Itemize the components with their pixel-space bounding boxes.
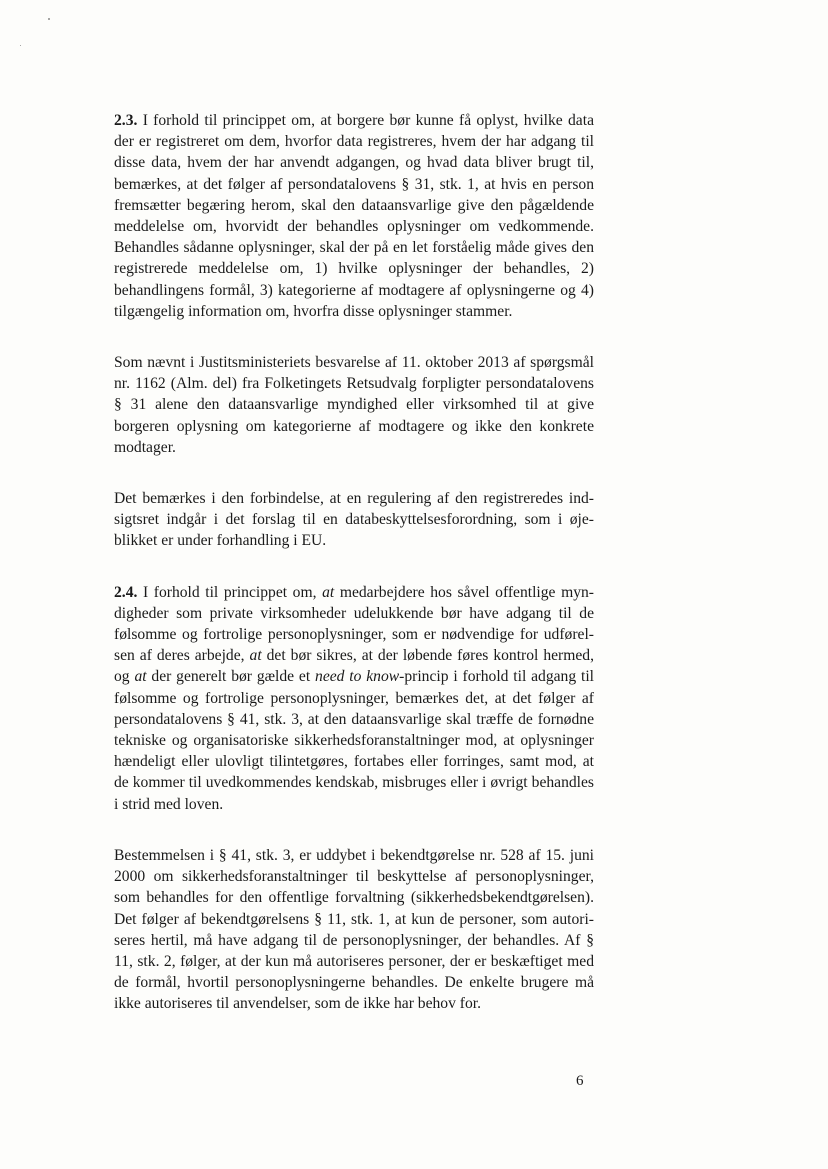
body-text (114, 110, 594, 1045)
paragraph-text: I forhold til princippet om, at borgere bør kunne få oplyst, hvilke data der er registreret om dem, hvorfor data registreres, hvem der har adgang til disse data, hvem der har anvendt adgangen, og hvad data bliver brugt til, bemærkes, at det følger af persondatalovens § 31, stk. 1, at hvis en person fremsætter begæring herom, skal den dataansvarlige give den pågældende meddelelse om, hvorvidt der behandles oplysninger om vedkommende. Behandles sådanne oplysninger, skal der på en let forståelig måde gives den registrerede meddelelse om, 1) hvilke oplysninger der behandles, 2) behandlingens formål, 3) kategorierne af modtagere af oplysningerne og 4) tilgængelig information om, hvorfra disse oplysninger stammer. (114, 112, 594, 320)
emphasis-need-to-know: need to know (315, 668, 400, 686)
section-number: 2.4. (114, 583, 138, 601)
paragraph-text: det bør sikres, at der løbende føres kontrol hermed, og (114, 647, 594, 686)
page-number: 6 (576, 1073, 584, 1089)
section-number: 2.3. (114, 112, 138, 129)
scan-speck (48, 18, 50, 20)
paragraph-text: der generelt bør gælde et (146, 668, 316, 686)
emphasis-at: at (322, 583, 335, 601)
paragraph-text: I forhold til princippet om, (137, 583, 323, 601)
emphasis-at: at (249, 647, 262, 665)
paragraph-eu-regulation: Det bemærkes i den forbindelse, at en regulering af den registreredes indsigtsret indgår i det forslag til en databeskyttelsesforordning, som i øjeblikket er under forhandling i EU. (114, 490, 594, 550)
paragraph-text: -princip i forhold til adgang til følsomme og fortrolige personoplysninger, bemærkes det, at det følger af persondatalovens § 41, stk. 3, at den dataansvarlige skal træffe de fornødne tekniske og organisatoriske sikkerhedsforanstaltninger mod, at oplysninger hændeligt eller ulovligt tilintetgøres, fortabes eller forringes, samt mod, at de kommer til uvedkommendes kendskab, misbruges eller i øvrigt behandles i strid med loven. (114, 668, 594, 813)
scan-speck (20, 45, 21, 46)
paragraph-2-3 (114, 110, 594, 322)
emphasis-at: at (134, 668, 147, 686)
paragraph-text: medarbejdere hos såvel offentlige myndigheder som private virksomheder udelukkende bør have adgang til de følsomme og fortrolige personoplysninger, som er nødvendige for udførelsen af deres arbejde, (114, 583, 594, 665)
paragraph-2-4 (114, 582, 594, 815)
paragraph-justice-ministry: Som nævnt i Justitsministeriets besvarelse af 11. oktober 2013 af spørgsmål nr. 1162 (Alm. del) fra Folketingets Retsudvalg forpligter persondatalovens § 31 alene den dataansvarlige myndighed eller virksomhed til at give borgeren oplysning om kategorierne af modtagere og ikke den konkrete modtager. (114, 354, 594, 456)
paragraph-security-order: Bestemmelsen i § 41, stk. 3, er uddybet i bekendtgørelse nr. 528 af 15. juni 2000 om sikkerhedsforanstaltninger til beskyttelse af personoplysninger, som behandles for den offentlige forvaltning (sikkerhedsbekendtgørelsen). Det følger af bekendtgørelsens § 11, stk. 1, at kun de personer, som autoriseres hertil, må have adgang til de personoplysninger, der behandles. Af § 11, stk. 2, følger, at der kun må autoriseres personer, der er beskæftiget med de formål, hvortil personoplysningerne behandles. De enkelte brugere må ikke autoriseres til anvendelser, som de ikke har behov for. (114, 846, 594, 1013)
